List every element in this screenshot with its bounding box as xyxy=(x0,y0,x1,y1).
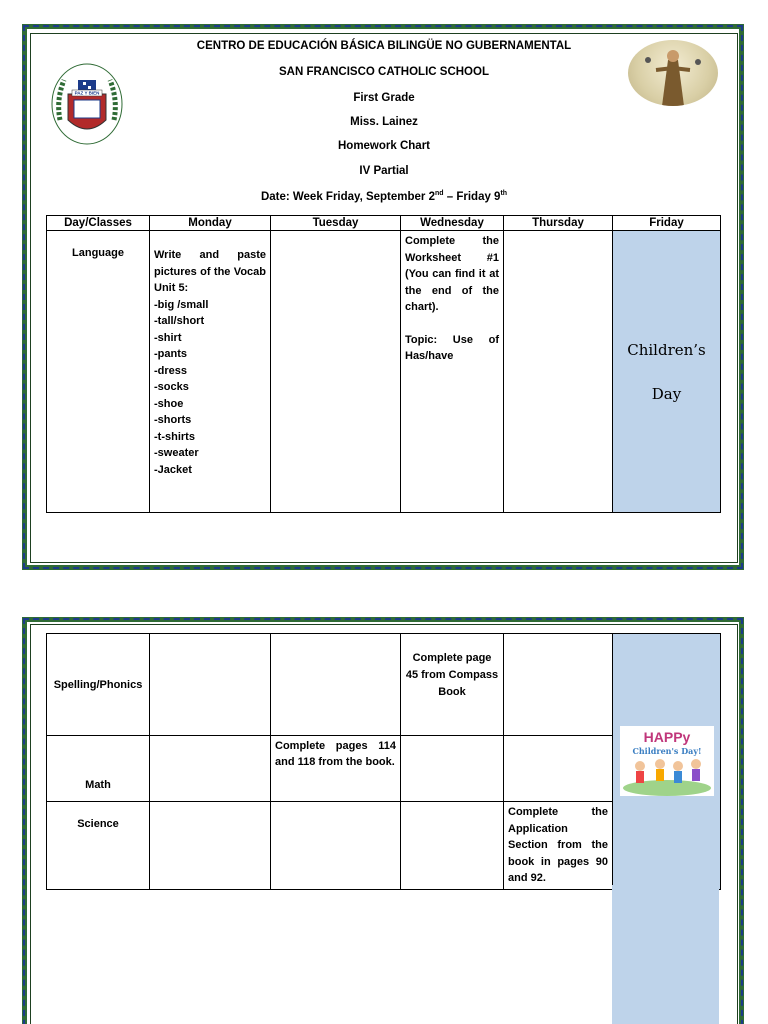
subject-language: Language xyxy=(47,231,150,513)
math-thursday xyxy=(504,736,613,802)
row-spelling xyxy=(47,634,721,736)
subject-spelling: Spelling/Phonics xyxy=(47,634,150,736)
vocab-item: -Jacket xyxy=(154,463,192,476)
date-prefix: Date: Week Friday, September 2 xyxy=(260,190,435,203)
language-monday xyxy=(150,231,271,513)
page-two xyxy=(0,603,768,1024)
spelling-thursday xyxy=(504,634,613,736)
vocab-item: -t-shirts xyxy=(154,430,195,443)
vocab-item: -socks xyxy=(154,381,189,393)
vocab-item: -sweater xyxy=(154,447,199,459)
science-tuesday xyxy=(271,802,401,890)
language-friday xyxy=(613,231,721,513)
date-sup-1: nd xyxy=(435,190,444,197)
vocab-item: -shoe xyxy=(154,397,184,410)
science-thursday: Complete the Application Section from the book in pages 90 and 92. xyxy=(504,802,613,890)
vocab-item: -big /small xyxy=(154,298,209,311)
childrens-day-line2: Day xyxy=(651,384,682,403)
language-wednesday-topic: Topic: Use of Has/have xyxy=(405,333,499,362)
spelling-wednesday: Complete page 45 from Compass Book xyxy=(401,634,504,736)
math-wednesday xyxy=(401,736,504,802)
math-monday xyxy=(150,736,271,802)
science-monday xyxy=(150,802,271,890)
vocab-item: -pants xyxy=(154,348,187,360)
grade: First Grade xyxy=(353,92,415,104)
school-name-spanish: CENTRO DE EDUCACIÓN BÁSICA BILINGÜE NO GUBERNAMENTAL xyxy=(196,40,572,52)
homework-table-continued xyxy=(46,633,721,890)
happy-text: HAPPy xyxy=(643,729,690,746)
school-name: SAN FRANCISCO CATHOLIC SCHOOL xyxy=(279,66,489,78)
subject-math: Math xyxy=(47,736,150,802)
language-monday-intro: Write and paste pictures of the Vocab Unit 5: xyxy=(154,249,266,294)
col-day-classes: Day/Classes xyxy=(47,216,150,231)
friday-image-cell xyxy=(613,634,721,890)
vocab-item: -tall/short xyxy=(154,315,205,327)
vocab-item: -dress xyxy=(154,364,188,377)
language-thursday xyxy=(504,231,613,513)
friday-column-continuation xyxy=(612,885,719,1024)
date-sup-2: th xyxy=(500,190,508,197)
col-monday: Monday xyxy=(150,216,271,231)
col-wednesday: Wednesday xyxy=(401,216,504,231)
page-gap xyxy=(0,585,768,603)
date-line xyxy=(0,190,768,203)
partial: IV Partial xyxy=(359,165,409,177)
childrens-day-line1: Children’s xyxy=(627,340,706,359)
happy-childrens-day-image xyxy=(620,726,714,796)
col-tuesday: Tuesday xyxy=(271,216,401,231)
vocab-item: -shirt xyxy=(154,331,182,344)
language-wednesday-task: Complete the Worksheet #1 (You can find it at the end of the chart). xyxy=(405,235,499,313)
document-title: Homework Chart xyxy=(337,140,431,152)
seal-motto: PAZ Y BIEN xyxy=(74,90,100,96)
subject-science: Science xyxy=(47,802,150,890)
spelling-monday xyxy=(150,634,271,736)
date-mid: – Friday 9 xyxy=(443,190,501,203)
childrens-day-text: Children's Day! xyxy=(632,746,701,757)
homework-table xyxy=(46,215,721,513)
row-language xyxy=(47,231,721,513)
teacher-name: Miss. Lainez xyxy=(350,116,418,128)
spelling-tuesday xyxy=(271,634,401,736)
col-friday: Friday xyxy=(613,216,721,231)
language-tuesday xyxy=(271,231,401,513)
math-tuesday: Complete pages 114 and 118 from the book. xyxy=(271,736,401,802)
col-thursday: Thursday xyxy=(504,216,613,231)
table-header-row xyxy=(47,216,721,231)
language-wednesday xyxy=(401,231,504,513)
vocab-item: -shorts xyxy=(154,414,192,426)
science-wednesday xyxy=(401,802,504,890)
